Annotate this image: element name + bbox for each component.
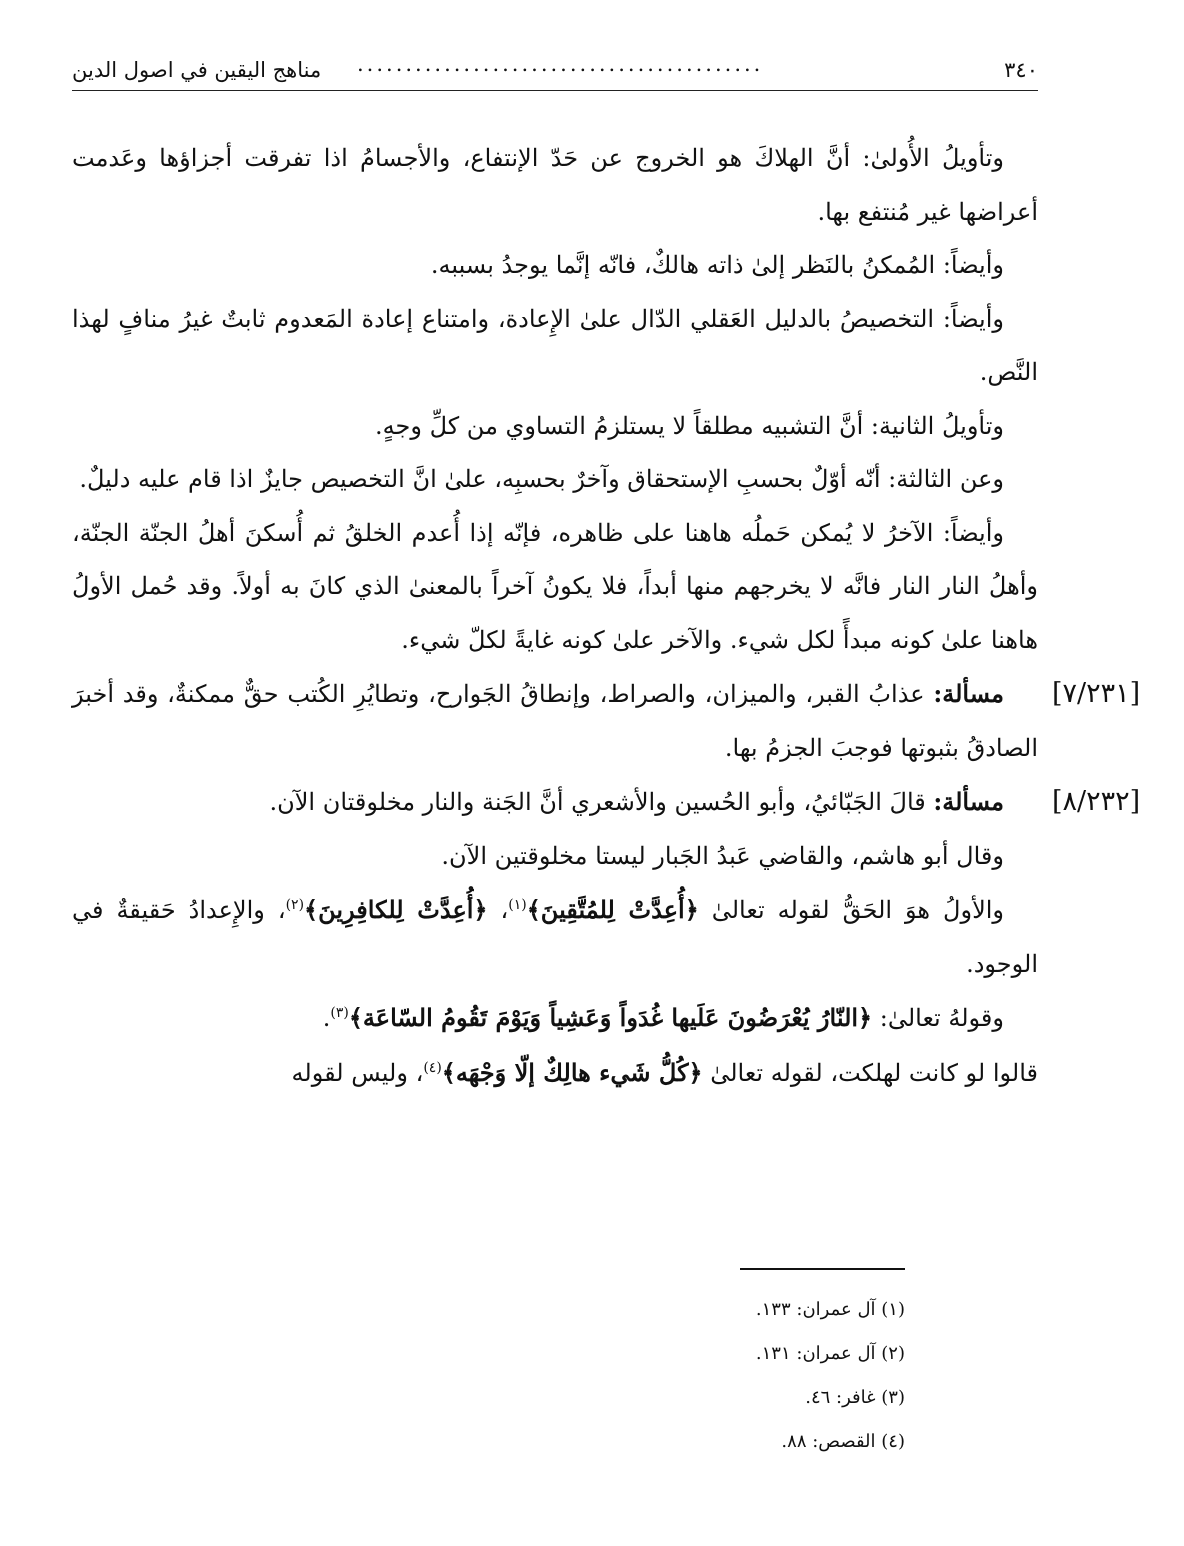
header-leader-dots: .......................................... (357, 52, 764, 76)
issue-entry (72, 775, 1141, 830)
entry-body: عذابُ القبر، والميزان، والصراط، وإنطاقُ الجَوارح، وتطايُرِ الكُتب حقٌّ ممكنةٌ، وقد أخبرَ الصادقُ بثبوتها فوجبَ الجزمُ بها. (72, 680, 1038, 762)
book-title: مناهج اليقين في اصول الدين (72, 58, 322, 82)
issue-entry (72, 667, 1141, 775)
entry-marker: [٧/٢٣١] (1052, 678, 1141, 709)
footnote-divider (740, 1268, 905, 1270)
footnote: (٢) آل عمران: ١٣١. (755, 1343, 905, 1364)
paragraph (72, 1046, 1038, 1101)
footnote-ref: (٣) (330, 1005, 349, 1021)
paragraph: وتأويلُ الثانية: أنَّ التشبيه مطلقاً لا يستلزمُ التساوي من كلِّ وجهٍ. (375, 411, 1004, 440)
footnotes (305, 1288, 905, 1464)
text-run: قالوا لو كانت لهلكت، لقوله تعالىٰ (702, 1058, 1038, 1087)
paragraph: وأيضاً: المُمكنُ بالنَظر إلىٰ ذاته هالكٌ، فانّه إنَّما يوجدُ بسببه. (430, 251, 1004, 279)
paragraph: وعن الثالثة: أنّه أوّلٌ بحسبِ الإستحقاق وآخرٌ بحسبِه، علىٰ انَّ التخصيص جايزٌ اذا قام عليه دليلٌ. (79, 465, 1004, 493)
page-number: ٣٤٠ (1004, 58, 1038, 82)
quran-quote: ﴿النّارُ يُعْرَضُونَ عَلَيها غُدَواً وَعَشِياً وَيَوْمَ تَقُومُ السّاعَة﴾ (348, 1003, 873, 1032)
footnote: (٤) القصص: ٨٨. (781, 1431, 905, 1452)
text-run: والأولُ هوَ الحَقُّ لقوله تعالىٰ (698, 896, 1005, 924)
paragraph: وتأويلُ الأُولىٰ: أنَّ الهلاكَ هو الخروج عن حَدّ الإنتفاع، والأجسامُ اذا تفرقت أجزاؤها وعَدمت أعراضها غير مُنتفع بها. (72, 144, 1038, 226)
entry-lead: مسألة: (933, 679, 1004, 708)
paragraph: وأيضاً: الآخرُ لا يُمكن حَملُه هاهنا على ظاهره، فإنّه إذا أُعدم الخلقُ ثم أُسكنَ أهلُ الجنّة الجنّة، وأهلُ النار النار فانَّه لا يخرجهم منها أبداً، فلا يكونُ آخراً بالمعنىٰ الذي كانَ به أولاً. وقد حُمل الأولُ هاهنا علىٰ كونه مبدأً لكل شيء. والآخر علىٰ كونه غايةً لكلّ شيء. (72, 518, 1038, 654)
paragraph (72, 991, 1038, 1046)
paragraph (72, 883, 1038, 991)
entry-lead: مسألة: (933, 787, 1004, 816)
text-run: ، (487, 896, 509, 924)
running-header (72, 50, 1038, 91)
footnote-ref: (٤) (423, 1059, 442, 1076)
text-run: . (322, 1004, 331, 1032)
quran-quote: ﴿كُلُّ شَيء هالِكٌ إلّا وَجْهَه﴾ (441, 1057, 703, 1087)
paragraph: وأيضاً: التخصيصُ بالدليل العَقلي الدّال علىٰ الإِعادة، وامتناع إعادة المَعدوم ثابتٌ غيرُ منافٍ لهذا النَّص. (72, 304, 1038, 386)
quran-quote: ﴿أُعِدَّتْ لِلكافِرِينَ﴾ (304, 895, 488, 924)
entry-text (72, 775, 1038, 830)
paragraph: وقال أبو هاشم، والقاضي عَبدُ الجَبار ليستا مخلوقتين الآن. (441, 841, 1004, 870)
entry-body: قالَ الجَبّائيُ، وأبو الحُسين والأشعري أنَّ الجَنة والنار مخلوقتان الآن. (269, 788, 934, 816)
text-run: ، وليس لقوله (291, 1058, 424, 1087)
footnote: (٣) غافر: ٤٦. (805, 1387, 905, 1408)
text-run: ، والإِعدادُ حَقيقةٌ في الوجود. (72, 896, 1038, 978)
footnote-ref: (١) (508, 897, 527, 913)
footnote-ref: (٢) (285, 897, 305, 913)
footnote: (١) آل عمران: ١٣٣. (755, 1299, 905, 1320)
main-text (72, 132, 1141, 1100)
quran-quote: ﴿أُعِدَّتْ لِلمُتَّقِينَ﴾ (526, 895, 699, 924)
text-run: وقولهُ تعالىٰ: (872, 1004, 1004, 1032)
entry-marker: [٨/٢٣٢] (1052, 786, 1141, 817)
entry-text (72, 667, 1038, 775)
